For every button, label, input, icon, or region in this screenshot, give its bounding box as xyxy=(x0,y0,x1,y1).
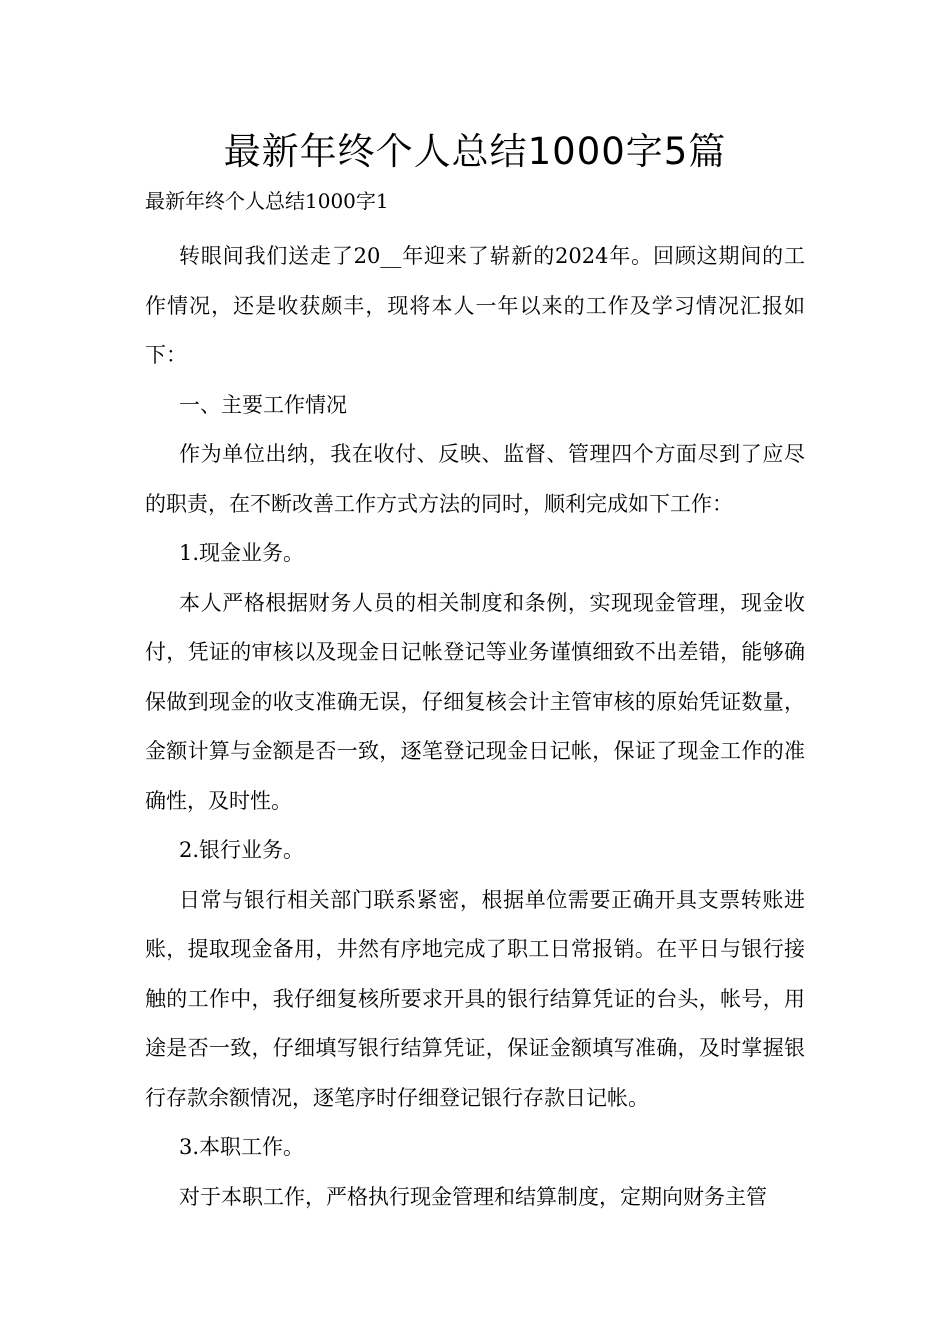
paragraph-own-work: 对于本职工作，严格执行现金管理和结算制度，定期向财务主管 xyxy=(179,1184,767,1209)
paragraph-bank-business: 日常与银行相关部门联系紧密，根据单位需要正确开具支票转账进账，提取现金备用，井然有序地完成了职工日常报销。在平日与银行接触的工作中，我仔细复核所要求开具的银行结算凭证的台头，帐号，用途是否一致，仔细填写银行结算凭证，保证金额填写准确，及时掌握银行存款余额情况，逐笔序时仔细登记银行存款日记帐。 xyxy=(145,887,805,1110)
document-body xyxy=(145,232,805,1222)
paragraph-intro: 转眼间我们送走了20__年迎来了崭新的2024年。回顾这期间的工作情况，还是收获颇丰，现将本人一年以来的工作及学习情况汇报如下： xyxy=(145,244,805,367)
paragraph-cash-business: 本人严格根据财务人员的相关制度和条例，实现现金管理，现金收付，凭证的审核以及现金日记帐登记等业务谨慎细致不出差错，能够确保做到现金的收支准确无误，仔细复核会计主管审核的原始凭证数量，金额计算与金额是否一致，逐笔登记现金日记帐，保证了现金工作的准确性，及时性。 xyxy=(145,590,805,813)
document-subtitle: 最新年终个人总结1000字1 xyxy=(145,189,389,213)
heading-cash-business: 1.现金业务。 xyxy=(179,541,305,565)
heading-main-work: 一、主要工作情况 xyxy=(179,392,347,417)
paragraph-cashier-duties: 作为单位出纳，我在收付、反映、监督、管理四个方面尽到了应尽的职责，在不断改善工作方式方法的同时，顺利完成如下工作： xyxy=(145,442,805,516)
heading-own-work: 3.本职工作。 xyxy=(179,1135,305,1159)
document-title: 最新年终个人总结1000字5篇 xyxy=(223,130,727,173)
heading-bank-business: 2.银行业务。 xyxy=(179,838,305,862)
